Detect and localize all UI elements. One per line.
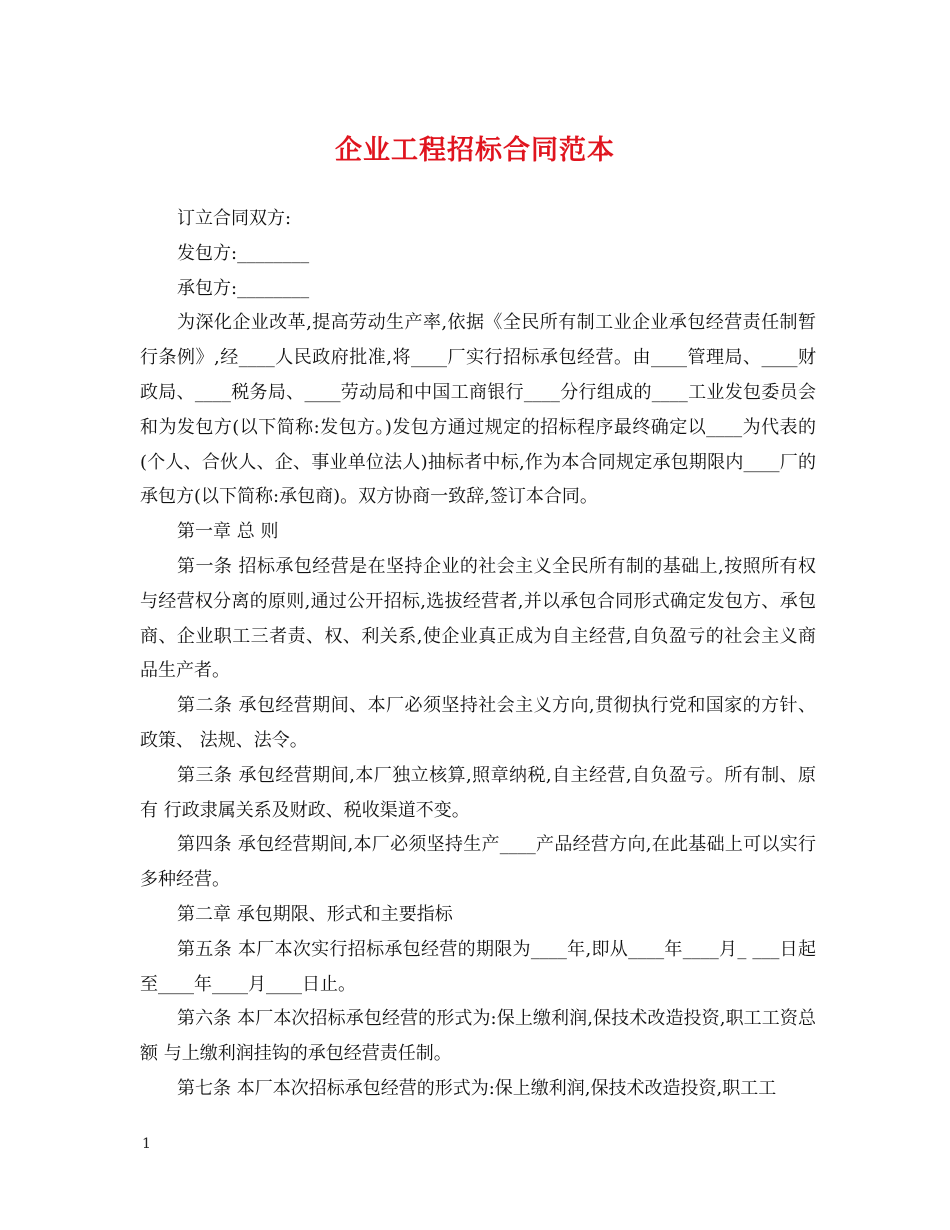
paragraph: 第一条 招标承包经营是在坚持企业的社会主义全民所有制的基础上,按照所有权与经营权分离的原则,通过公开招标,选拔经营者,并以承包合同形式确定发包方、承包商、企业职工三者责、权、利关系,使企业真正成为自主经营,自负盈亏的社会主义商品生产者。	[140, 555, 816, 682]
paragraph: 第七条 本厂本次招标承包经营的形式为:保上缴利润,保技术改造投资,职工工	[177, 1077, 777, 1099]
paragraph: 第四条 承包经营期间,本厂必须坚持生产____产品经营方向,在此基础上可以实行 多种经营。	[140, 834, 816, 891]
document-body	[140, 202, 816, 1107]
paragraph: 发包方:________	[177, 242, 310, 264]
chapter-heading: 第一章 总 则	[177, 521, 279, 543]
chapter-heading: 第二章 承包期限、形式和主要指标	[177, 903, 453, 925]
paragraph: 为深化企业改革,提高劳动生产率,依据《全民所有制工业企业承包经营责任制暂行条例》,经____人民政府批准,将____厂实行招标承包经营。由____管理局、____财政局、____税务局、____劳动局和中国工商银行____分行组成的____工业发包委员会和为发包方(以下简称:发包方。)发包方通过规定的招标程序最终确定以____为代表的(个人、合伙人、企、事业单位法人)抽标者中标,作为本合同规定承包期限内____厂的承包方(以下简称:承包商)。双方协商一致辞,签订本合同。	[140, 312, 816, 508]
paragraph: 第二条 承包经营期间、本厂必须坚持社会主义方向,贯彻执行党和国家的方针、政策、 法规、法令。	[140, 695, 816, 751]
paragraph: 第五条 本厂本次实行招标承包经营的期限为____年,即从____年____月_ ___日起至____年____月____日止。	[140, 938, 816, 995]
page-number: 1	[142, 1136, 151, 1152]
paragraph: 第六条 本厂本次招标承包经营的形式为:保上缴利润,保技术改造投资,职工工资总额 与上缴利润挂钩的承包经营责任制。	[140, 1008, 816, 1065]
paragraph: 订立合同双方:	[177, 208, 292, 229]
paragraph: 第三条 承包经营期间,本厂独立核算,照章纳税,自主经营,自负盈亏。所有制、原有 行政隶属关系及财政、税收渠道不变。	[140, 764, 816, 821]
document-title: 企业工程招标合同范本	[335, 135, 615, 166]
paragraph: 承包方:________	[177, 277, 310, 299]
